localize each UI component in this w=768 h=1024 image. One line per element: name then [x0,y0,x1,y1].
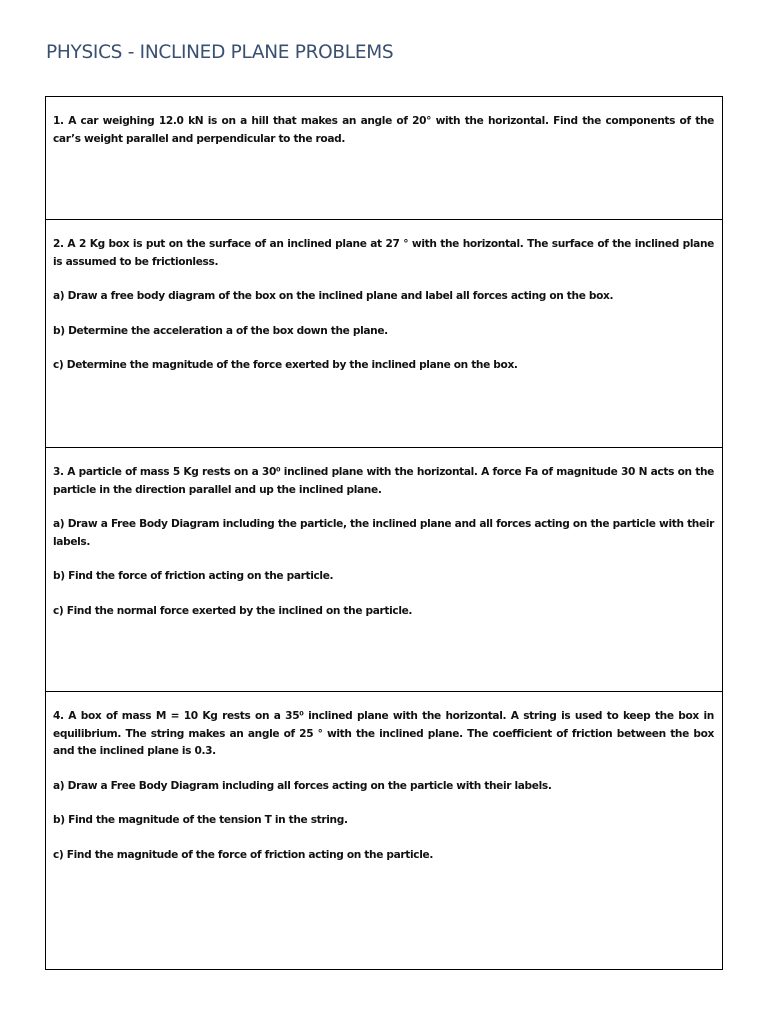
problem-3-part-c: c) Find the normal force exerted by the inclined on the particle. [53,604,413,617]
problems-table [45,96,723,970]
problem-4-statement: 4. A box of mass M = 10 Kg rests on a 35⁰ inclined plane with the horizontal. A string is used to keep the box in equilibrium. The string makes an angle of 25 ° with the inclined plane. The coefficient of friction between the box and the inclined plane is 0.3. [53,710,714,757]
problem-2-statement: 2. A 2 Kg box is put on the surface of an inclined plane at 27 ° with the horizontal. The surface of the inclined plane is assumed to be frictionless. [53,238,714,268]
problem-4-part-c: c) Find the magnitude of the force of friction acting on the particle. [53,848,434,861]
problem-3-statement: 3. A particle of mass 5 Kg rests on a 30⁰ inclined plane with the horizontal. A force Fa of magnitude 30 N acts on the particle in the direction parallel and up the inclined plane. [53,466,714,496]
problem-1-cell [46,97,722,219]
problem-3-part-b: b) Find the force of friction acting on the particle. [53,570,334,582]
problem-2-part-b: b) Determine the acceleration a of the box down the plane. [53,324,388,337]
problem-2-part-c: c) Determine the magnitude of the force exerted by the inclined plane on the box. [53,359,518,371]
page-title: PHYSICS - INCLINED PLANE PROBLEMS [46,42,394,63]
problem-3-part-a: a) Draw a Free Body Diagram including the particle, the inclined plane and all forces acting on the particle with their labels. [53,518,714,548]
problem-3-cell [46,447,722,691]
problem-1-statement: 1. A car weighing 12.0 kN is on a hill that makes an angle of 20° with the horizontal. Find the components of the car’s weight parallel and perpendicular to the road. [53,115,714,145]
problem-4-part-a: a) Draw a Free Body Diagram including all forces acting on the particle with their labels. [53,779,552,792]
problem-4-cell [46,691,722,969]
problem-4-part-b: b) Find the magnitude of the tension T in the string. [53,814,348,826]
problem-2-cell [46,219,722,447]
problem-2-part-a: a) Draw a free body diagram of the box on the inclined plane and label all forces acting on the box. [53,290,614,302]
